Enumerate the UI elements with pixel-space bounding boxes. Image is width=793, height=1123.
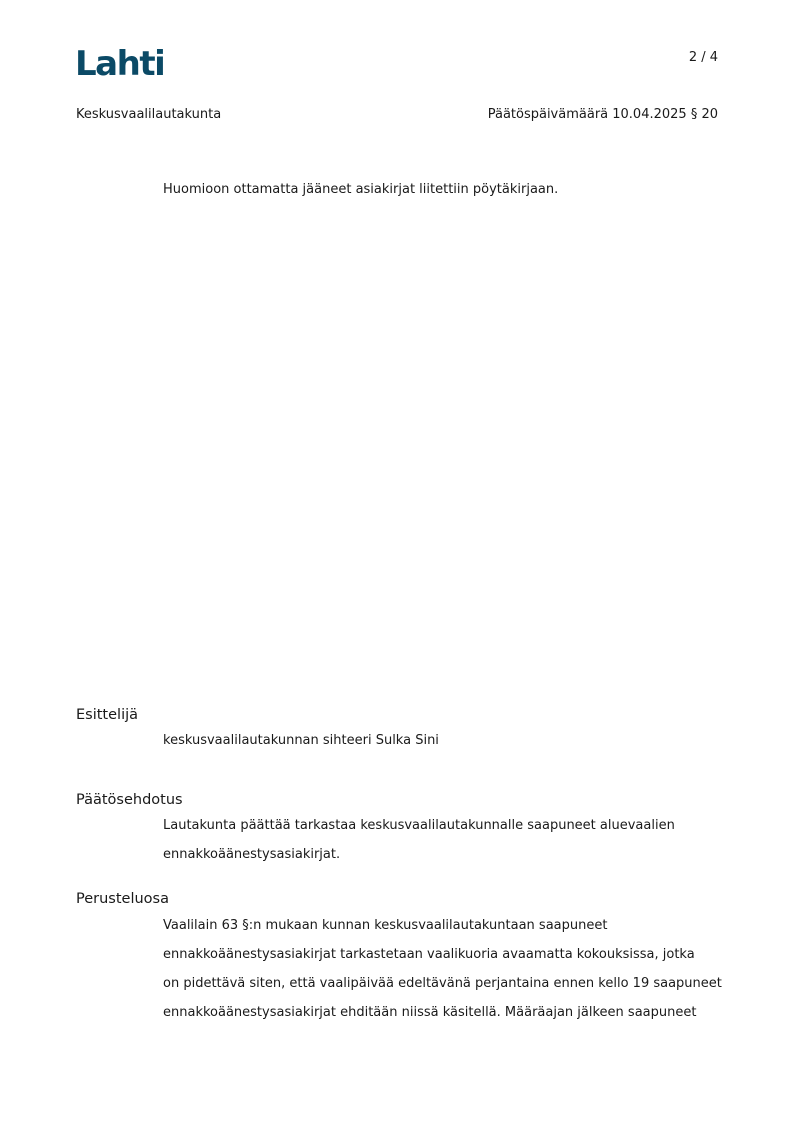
note-paragraph: Huomioon ottamatta jääneet asiakirjat liitettiin pöytäkirjaan. xyxy=(163,182,559,197)
rationale-heading: Perusteluosa xyxy=(76,891,169,907)
lahti-logo: Lahti xyxy=(75,44,165,84)
page-indicator: 2 / 4 xyxy=(688,50,718,65)
proposal-line: ennakkoäänestysasiakirjat. xyxy=(163,847,341,862)
presenter-text-block xyxy=(163,726,723,755)
decision-date: Päätöspäivämäärä 10.04.2025 § 20 xyxy=(487,107,718,122)
rationale-line: on pidettävä siten, että vaalipäivää edeltävänä perjantaina ennen kello 19 saapuneet xyxy=(163,976,722,991)
proposal-paragraph xyxy=(163,811,723,869)
presenter-text: keskusvaalilautakunnan sihteeri Sulka Sini xyxy=(163,733,439,748)
rationale-line: ennakkoäänestysasiakirjat tarkastetaan vaalikuoria avaamatta kokouksissa, jotka xyxy=(163,947,695,962)
rationale-paragraph xyxy=(163,911,723,1027)
proposal-heading: Päätösehdotus xyxy=(76,792,183,808)
proposal-line: Lautakunta päättää tarkastaa keskusvaalilautakunnalle saapuneet aluevaalien xyxy=(163,818,675,833)
rationale-line: Vaalilain 63 §:n mukaan kunnan keskusvaalilautakuntaan saapuneet xyxy=(163,918,608,933)
organization-name: Keskusvaalilautakunta xyxy=(76,107,222,122)
presenter-heading: Esittelijä xyxy=(76,707,139,723)
rationale-line: ennakkoäänestysasiakirjat ehditään niissä käsitellä. Määräajan jälkeen saapuneet xyxy=(163,1005,697,1020)
